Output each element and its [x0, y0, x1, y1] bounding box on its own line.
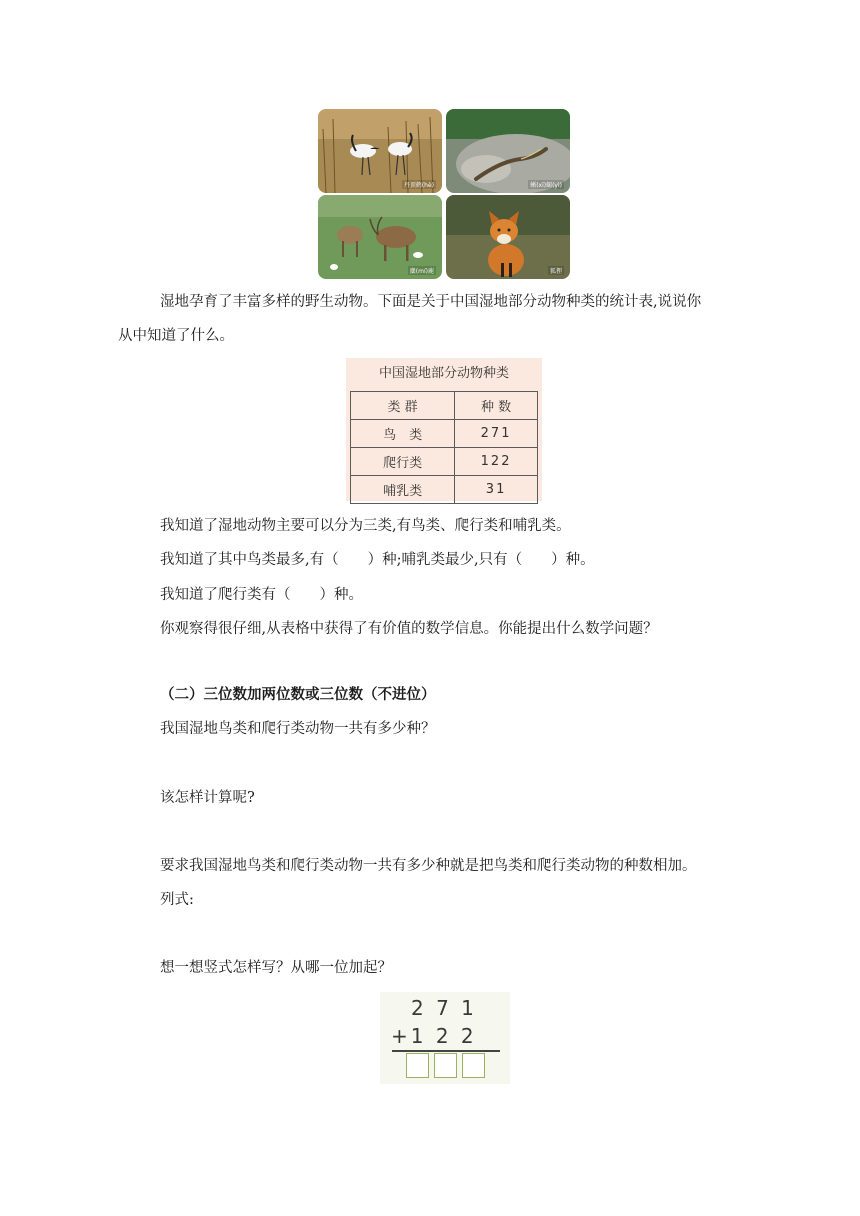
animal-photos	[318, 109, 570, 279]
photo-caption: 狐狸	[549, 268, 562, 275]
photo-caption: 麋(mí)鹿	[409, 268, 434, 275]
column-header: 类 群	[351, 392, 455, 420]
paragraph: 想一想竖式怎样写？从哪一位加起？	[160, 960, 392, 976]
photo-caption: 丹顶鹤(hè)	[403, 182, 434, 189]
answer-box[interactable]	[406, 1053, 429, 1078]
paragraph: 要求我国湿地鸟类和爬行类动物一共有多少种就是把鸟类和爬行类动物的种数相加。	[160, 858, 697, 874]
crane-photo	[318, 109, 442, 193]
table-row	[351, 448, 538, 476]
paragraph: 我知道了湿地动物主要可以分为三类,有鸟类、爬行类和哺乳类。	[160, 518, 571, 534]
table-header-row	[351, 392, 538, 420]
paragraph: 你观察得很仔细,从表格中获得了有价值的数学信息。你能提出什么数学问题？	[160, 621, 658, 637]
section-heading: （二）三位数加两位数或三位数（不进位）	[160, 686, 436, 703]
intro-paragraph: 湿地孕育了丰富多样的野生动物。下面是关于中国湿地部分动物种类的统计表,说说你	[160, 294, 702, 310]
column-header: 种 数	[455, 392, 538, 420]
addend-top: 2 7 1	[411, 996, 477, 1020]
statistics-table-card	[346, 358, 542, 501]
addend-bottom: +1 2 2	[391, 1024, 477, 1048]
group-cell: 爬行类	[351, 448, 455, 476]
group-cell: 鸟 类	[351, 420, 455, 448]
count-cell: 271	[455, 420, 538, 448]
intro-paragraph-continued: 从中知道了什么。	[118, 328, 234, 344]
answer-box[interactable]	[462, 1053, 485, 1078]
paragraph: 列式:	[160, 892, 194, 908]
deer-photo	[318, 195, 442, 279]
table-row	[351, 476, 538, 504]
fox-photo	[446, 195, 570, 279]
sum-line	[392, 1050, 500, 1052]
statistics-table	[350, 391, 538, 504]
paragraph: 该怎样计算呢?	[160, 790, 255, 806]
count-cell: 122	[455, 448, 538, 476]
table-row	[351, 420, 538, 448]
paragraph: 我知道了爬行类有（ ）种。	[160, 587, 363, 603]
answer-box[interactable]	[434, 1053, 457, 1078]
paragraph: 我知道了其中鸟类最多,有（ ）种;哺乳类最少,只有（ ）种。	[160, 552, 595, 568]
photo-caption: 蜥(xī)蜴(yì)	[530, 182, 562, 189]
paragraph: 我国湿地鸟类和爬行类动物一共有多少种？	[160, 721, 436, 737]
table-title: 中国湿地部分动物种类	[378, 366, 509, 381]
lizard-photo	[446, 109, 570, 193]
group-cell: 哺乳类	[351, 476, 455, 504]
vertical-addition	[380, 992, 510, 1084]
count-cell: 31	[455, 476, 538, 504]
